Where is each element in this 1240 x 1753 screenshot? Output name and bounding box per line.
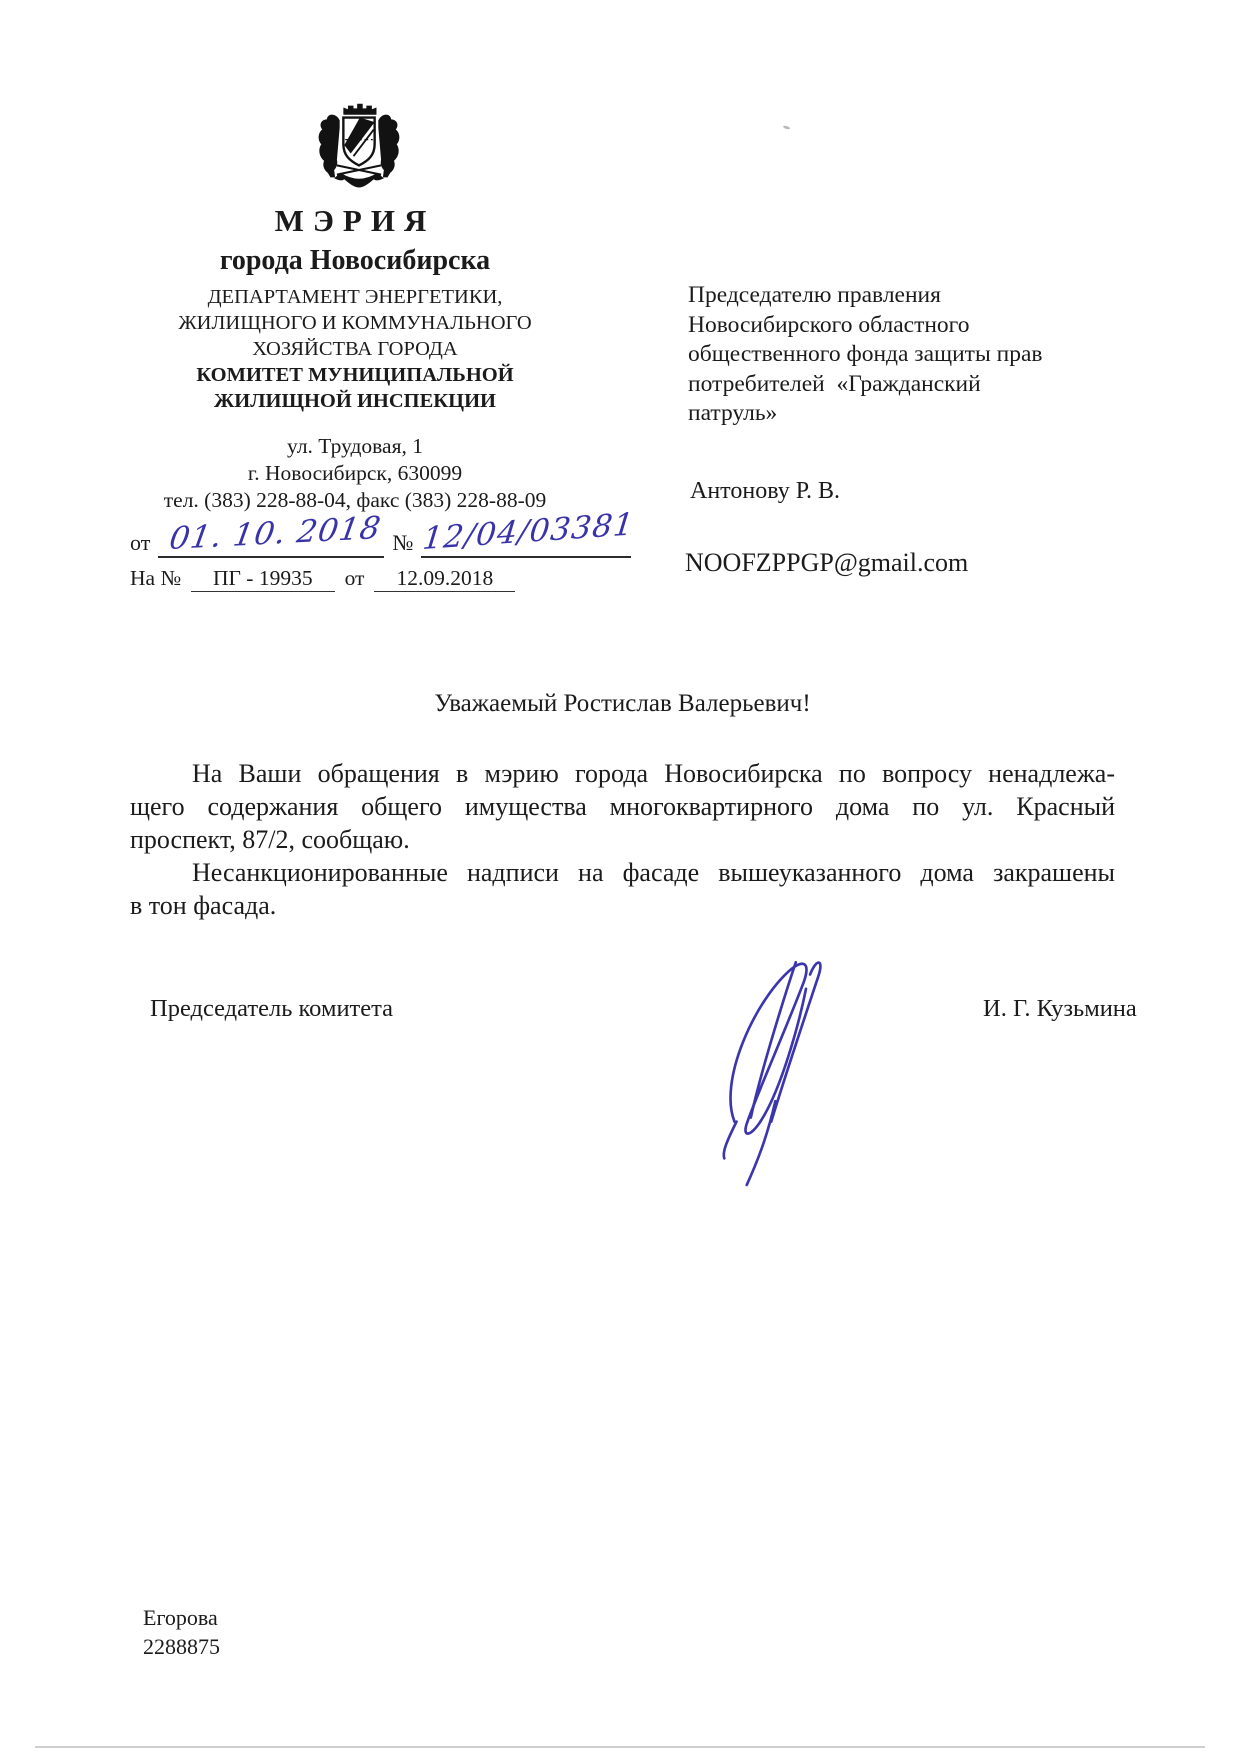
recipient-line: Новосибирского областного — [688, 311, 970, 338]
recipient-line: Председателю правления — [688, 282, 941, 308]
executor-block — [143, 1603, 220, 1661]
executor-name: Егорова — [143, 1605, 218, 1630]
signer-name: И. Г. Кузьмина — [983, 995, 1137, 1022]
org-contacts — [130, 433, 580, 514]
outgoing-number-label: № — [392, 530, 414, 555]
org-title: МЭРИЯ — [274, 203, 436, 238]
scan-artifact-dot — [783, 125, 791, 130]
org-subtitle: города Новосибирска — [219, 245, 491, 276]
handwritten-date: 01. 10. 2018 — [166, 510, 384, 557]
executor-phone: 2288875 — [143, 1634, 220, 1659]
reply-to-label: На № — [130, 566, 181, 590]
committee-line: КОМИТЕТ МУНИЦИПАЛЬНОЙ — [196, 364, 514, 386]
letter-body — [130, 757, 1115, 922]
recipient-name: Антонову Р. В. — [690, 478, 841, 504]
recipient-line: патруль» — [688, 400, 778, 426]
reply-number-field: ПГ - 19935 — [191, 566, 335, 592]
recipient-line: потребителей «Гражданский — [688, 370, 981, 397]
salutation: Уважаемый Ростислав Валерьевич! — [434, 690, 811, 717]
signer-position-title: Председатель комитета — [150, 995, 394, 1022]
org-committee — [130, 362, 580, 414]
outgoing-ref-row — [130, 506, 637, 558]
body-line: На Ваши обращения в мэрию города Новосибирска по вопросу ненадлежа- — [192, 759, 1115, 788]
committee-line: ЖИЛИЩНОЙ ИНСПЕКЦИИ — [214, 390, 496, 412]
city-postcode: г. Новосибирск, 630099 — [247, 461, 463, 485]
body-line: в тон фасада. — [130, 891, 277, 920]
body-line: Несанкционированные надписи на фасаде вышеуказанного дома закрашены — [192, 858, 1115, 887]
outgoing-number-field — [421, 506, 637, 558]
body-line: проспект, 87/2, сообщаю. — [130, 825, 410, 854]
reply-date-field: 12.09.2018 — [374, 566, 515, 592]
outgoing-from-label: от — [130, 530, 151, 555]
street-address: ул. Трудовая, 1 — [287, 434, 423, 458]
department-line: ХОЗЯЙСТВА ГОРОДА — [252, 338, 458, 360]
reply-from-label: от — [344, 566, 365, 590]
recipient-line: общественного фонда защиты прав — [688, 341, 1043, 367]
phone-fax-line: тел. (383) 228-88-04, факс (383) 228-88-09 — [163, 488, 547, 512]
recipient-email: NOOFZPPGP@gmail.com — [685, 548, 969, 577]
handwritten-number: 12/04/03381 — [421, 506, 637, 557]
body-line: щего содержания общего имущества многоквартирного дома по ул. Красный — [130, 792, 1115, 821]
signature-icon — [695, 948, 870, 1188]
department-line: ЖИЛИЩНОГО И КОММУНАЛЬНОГО — [178, 312, 532, 334]
outgoing-date-field — [158, 510, 384, 558]
reply-ref-row — [130, 566, 610, 592]
coat-of-arms-icon — [313, 100, 405, 194]
scan-edge-line — [35, 1746, 1205, 1748]
recipient-block — [688, 281, 1128, 429]
department-line: ДЕПАРТАМЕНТ ЭНЕРГЕТИКИ, — [207, 286, 503, 308]
org-department — [130, 284, 580, 362]
